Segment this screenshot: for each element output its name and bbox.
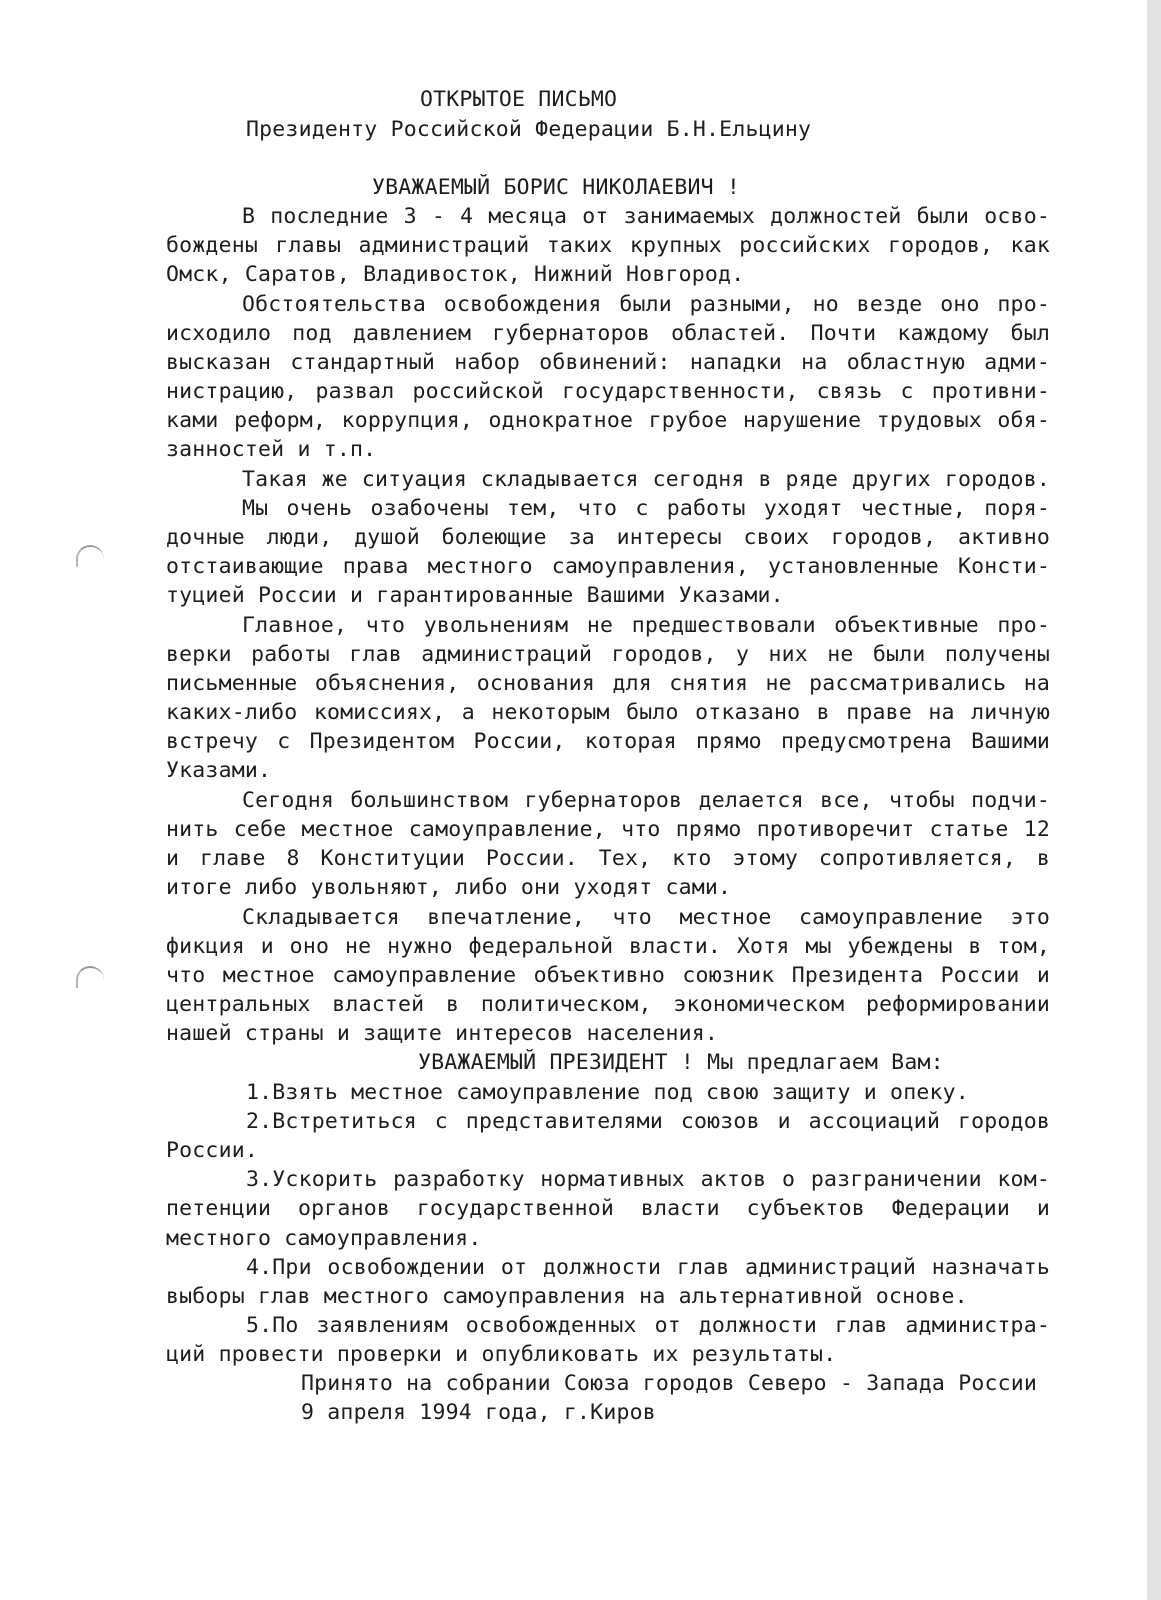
body-line: каких-либо комиссиях, а некоторым было отказано в праве на личную	[166, 700, 1050, 725]
body-line: бождены главы администраций таких крупных российских городов, как	[166, 233, 1050, 258]
proposal-item-continuation: ций провести проверки и опубликовать их результаты.	[166, 1342, 837, 1367]
body-line: что местное самоуправление объективно союзник Президента России и	[166, 963, 1050, 988]
proposal-item: 3.Ускорить разработку нормативных актов о разграничении ком-	[246, 1167, 1050, 1192]
proposal-intro: УВАЖАЕМЫЙ ПРЕЗИДЕНТ ! Мы предлагаем Вам:	[418, 1050, 944, 1075]
body-line: Главное, что увольнениям не предшествовали объективные про-	[242, 613, 1050, 638]
punch-hole-mark	[76, 966, 104, 988]
body-line: В последние 3 - 4 месяца от занимаемых должностей были осво-	[242, 204, 1050, 229]
body-line: верки работы глав администраций городов, у них не были получены	[166, 642, 1050, 667]
body-line: центральных властей в политическом, экономическом реформировании	[166, 992, 1050, 1017]
body-line: ками реформ, коррупция, однократное грубое нарушение трудовых обя-	[166, 408, 1050, 433]
body-line: туцией России и гарантированные Вашими Указами.	[166, 583, 784, 608]
body-line: отстаивающие права местного самоуправления, установленные Консти-	[166, 554, 1050, 579]
proposal-item-continuation: местного самоуправления.	[166, 1226, 482, 1251]
body-line: занностей и т.п.	[166, 437, 377, 462]
body-line: дочные люди, душой болеющие за интересы своих городов, активно	[166, 525, 1050, 550]
body-line: письменные объяснения, основания для снятия не рассматривались на	[166, 671, 1050, 696]
body-line: Складывается впечатление, что местное самоуправление это	[242, 905, 1050, 930]
body-line: высказан стандартный набор обвинений: нападки на областную адми-	[166, 350, 1050, 375]
body-line: Указами.	[166, 758, 272, 783]
body-line: нашей страны и защите интересов населения.	[166, 1021, 719, 1046]
proposal-item-continuation: выборы глав местного самоуправления на альтернативной основе.	[166, 1284, 968, 1309]
body-line: нить себе местное самоуправление, что прямо противоречит статье 12	[166, 817, 1050, 842]
letter-addressee: Президенту Российской Федерации Б.Н.Ельцину	[246, 117, 812, 142]
punch-hole-mark	[76, 545, 104, 567]
body-line: Сегодня большинством губернаторов делается все, чтобы подчи-	[242, 788, 1050, 813]
proposal-item-continuation: России.	[166, 1138, 259, 1163]
body-line: Такая же ситуация складывается сегодня в ряде других городов.	[242, 467, 1050, 492]
body-line: исходило под давлением губернаторов областей. Почти каждому был	[166, 321, 1050, 346]
body-line: и главе 8 Конституции России. Тех, кто этому сопротивляется, в	[166, 846, 1050, 871]
body-line: фикция и оно не нужно федеральной власти. Хотя мы убеждены в том,	[166, 934, 1050, 959]
proposal-item: 5.По заявлениям освобожденных от должности глав администра-	[246, 1313, 1050, 1338]
proposal-item: 4.При освобождении от должности глав администраций назначать	[246, 1255, 1050, 1280]
letter-title: ОТКРЫТОЕ ПИСЬМО	[420, 87, 618, 112]
proposal-item-continuation: петенции органов государственной власти субъектов Федерации и	[166, 1196, 1050, 1221]
body-line: встречу с Президентом России, которая прямо предусмотрена Вашими	[166, 729, 1050, 754]
adoption-date-place: 9 апреля 1994 года, г.Киров	[301, 1400, 656, 1425]
body-line: итоге либо увольняют, либо они уходят сами.	[166, 875, 732, 900]
adoption-note: Принято на собрании Союза городов Северо - Запада России	[301, 1371, 1038, 1396]
body-line: Обстоятельства освобождения были разными, но везде оно про-	[242, 292, 1050, 317]
body-line: Омск, Саратов, Владивосток, Нижний Новгород.	[166, 262, 745, 287]
proposal-item: 2.Встретиться с представителями союзов и ассоциаций городов	[246, 1109, 1050, 1134]
body-line: нистрацию, развал российской государственности, связь с противни-	[166, 379, 1050, 404]
letter-salutation: УВАЖАЕМЫЙ БОРИС НИКОЛАЕВИЧ !	[372, 175, 741, 200]
body-line: Мы очень озабочены тем, что с работы уходят честные, поря-	[242, 496, 1050, 521]
proposal-item: 1.Взять местное самоуправление под свою защиту и опеку.	[246, 1080, 969, 1105]
